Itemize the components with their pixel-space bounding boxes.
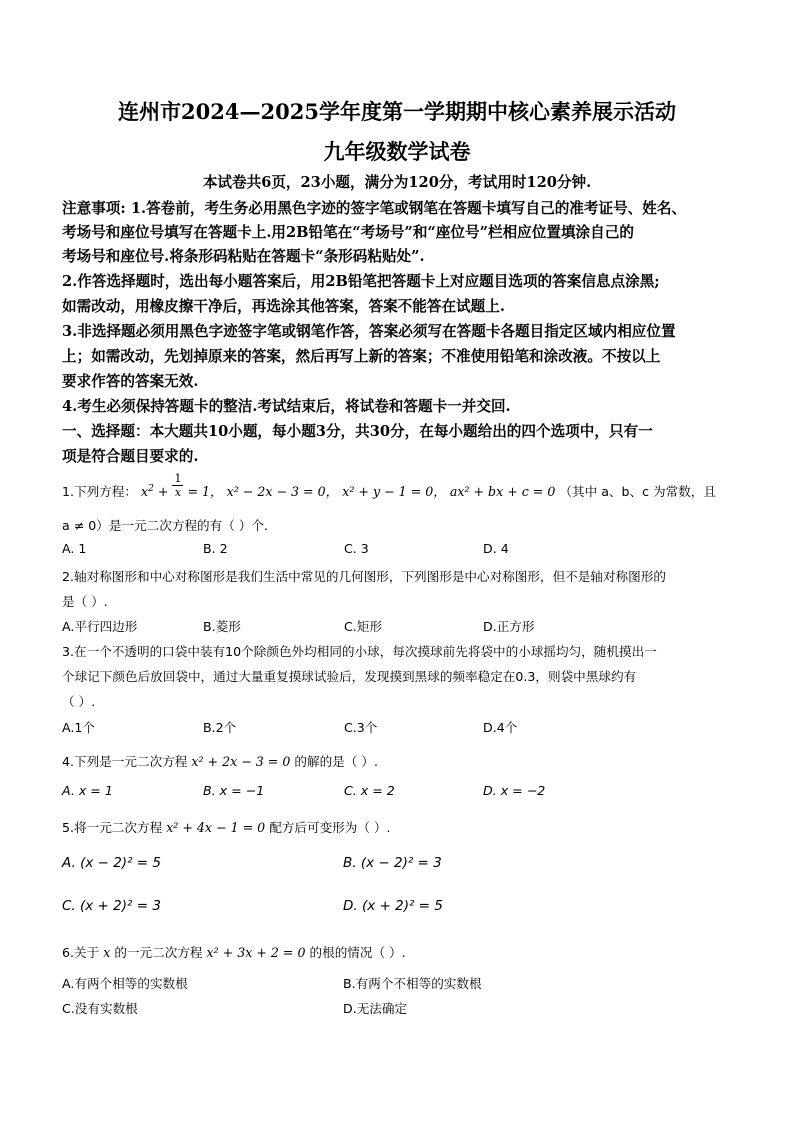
q1-fraction-num: 1 [174,472,182,485]
q1-eq4: ax² + bx + c = 0 [449,484,556,499]
q4-option-b[interactable]: B. x = −1 [203,783,265,798]
q1-eq1-plus: + [157,484,169,499]
exam-title: 连州市2024—2025学年度第一学期期中核心素养展示活动 [118,99,676,124]
q1-eq3: x² + y − 1 = 0， [342,484,446,499]
q5-option-d[interactable]: D. (x + 2)² = 5 [343,898,443,914]
notice-line: 3.非选择题必须用黑色字迹签字笔或钢笔作答，答案必须写在答题卡各题目指定区域内相应位置 [62,323,676,340]
question-4-line [62,751,378,770]
q2-option-d[interactable]: D.正方形 [483,619,535,634]
q1-eq1-var: x [141,484,149,499]
q5-option-c[interactable]: C. (x + 2)² = 3 [62,898,161,914]
q6-equation: x² + 3x + 2 = 0 [206,945,306,960]
q1-option-d[interactable]: D. 4 [483,541,509,556]
q6-prefix: 6.关于 [62,945,100,960]
question-2-line2: 是（ ）. [62,594,108,609]
question-3-line: 3.在一个不透明的口袋中装有10个除颜色外均相同的小球，每次摸球前先将袋中的小球摇均匀，随机摸出一 [62,644,657,659]
q6-suffix: 的根的情况（ ）. [309,945,406,960]
q3-option-d[interactable]: D.4个 [483,720,518,735]
q6-option-a[interactable]: A.有两个相等的实数根 [62,976,188,991]
notice-line: 2.作答选择题时，选出每小题答案后，用2B铅笔把答题卡上对应题目选项的答案信息点涂黑; [62,273,660,290]
question-6-line [62,942,406,961]
q1-tail: （其中 a、b、c 为常数，且 [559,484,716,499]
notice-line: 上；如需改动，先划掉原来的答案，然后再写上新的答案；不准使用铅笔和涂改液。不按以上 [62,348,661,365]
q4-option-c[interactable]: C. x = 2 [344,783,395,798]
q6-option-d[interactable]: D.无法确定 [343,1001,408,1016]
question-1-line: 1.下列方程： $x^2$ + $\frac{1}{x}$ = 1， x² − 2x − 3 = 0， x² + y − 1 = 0， ax² + bx + c = 0 （其中 a、b、c 为常数，且 [62,472,716,499]
q4-prefix: 4.下列是一元二次方程 [62,754,188,769]
q6-option-b[interactable]: B.有两个不相等的实数根 [343,976,482,991]
q6-option-c[interactable]: C.没有实数根 [62,1001,138,1016]
notice-line: 考场号和座位号填写在答题卡上.用2B铅笔在“考场号”和“座位号”栏相应位置填涂自己的 [62,224,634,241]
q4-equation: x² + 2x − 3 = 0 [191,754,291,769]
notice-line: 注意事项: 1.答卷前，考生务必用黑色字迹的签字笔或钢笔在答题卡填写自己的准考证号、姓名、 [62,200,687,217]
question-1-line2: a ≠ 0）是一元二次方程的有（ ）个. [62,518,269,533]
q1-fraction [172,472,183,499]
q1-option-a[interactable]: A. 1 [62,541,87,556]
q2-option-a[interactable]: A.平行四边形 [62,619,138,634]
question-3-line3: （ ）. [62,694,96,709]
question-5-line [62,817,391,836]
notice-line: 要求作答的答案无效. [62,373,199,390]
notice-line: 考场号和座位号.将条形码粘贴在答题卡“条形码粘贴处”. [62,248,425,265]
q5-equation: x² + 4x − 1 = 0 [166,820,266,835]
q5-option-a[interactable]: A. (x − 2)² = 5 [62,855,161,871]
q3-option-a[interactable]: A.1个 [62,720,96,735]
question-3-line2: 个球记下颜色后放回袋中，通过大量重复摸球试验后，发现摸到黑球的频率稳定在0.3，则袋中黑球约有 [62,669,637,684]
question-1-prefix: 1.下列方程： [62,484,137,499]
section-heading: 项是符合题目要求的. [62,448,199,465]
notice-line: 4.考生必须保持答题卡的整洁.考试结束后，将试卷和答题卡一并交回. [62,398,511,415]
q4-option-d[interactable]: D. x = −2 [483,783,546,798]
q5-option-b[interactable]: B. (x − 2)² = 3 [343,855,442,871]
question-2-line: 2.轴对称图形和中心对称图形是我们生活中常见的几何图形，下列图形是中心对称图形，但不是轴对称图形的 [62,569,666,584]
q6-variable: x [103,945,111,960]
q2-option-b[interactable]: B.菱形 [203,619,241,634]
section-heading: 一、选择题：本大题共10小题，每小题3分，共30分，在每小题给出的四个选项中，只有一 [62,423,653,440]
q5-prefix: 5.将一元二次方程 [62,820,163,835]
q2-option-c[interactable]: C.矩形 [344,619,382,634]
q1-eq1-end: = 1， [187,484,223,499]
exam-subtitle: 九年级数学试卷 [323,139,471,164]
q1-eq2: x² − 2x − 3 = 0， [226,484,339,499]
q6-mid: 的一元二次方程 [114,945,203,960]
q3-option-b[interactable]: B.2个 [203,720,237,735]
notice-line: 如需改动，用橡皮擦干净后，再选涂其他答案，答案不能答在试题上. [62,298,505,315]
q1-option-b[interactable]: B. 2 [203,541,228,556]
q5-suffix: 配方后可变形为（ ）. [269,820,391,835]
q1-option-c[interactable]: C. 3 [344,541,369,556]
q4-suffix: 的解的是（ ）. [294,754,378,769]
exam-info: 本试卷共6页，23小题，满分为120分，考试用时120分钟. [202,174,592,191]
q1-fraction-den: x [174,486,182,499]
q4-option-a[interactable]: A. x = 1 [62,783,113,798]
q3-option-c[interactable]: C.3个 [344,720,378,735]
